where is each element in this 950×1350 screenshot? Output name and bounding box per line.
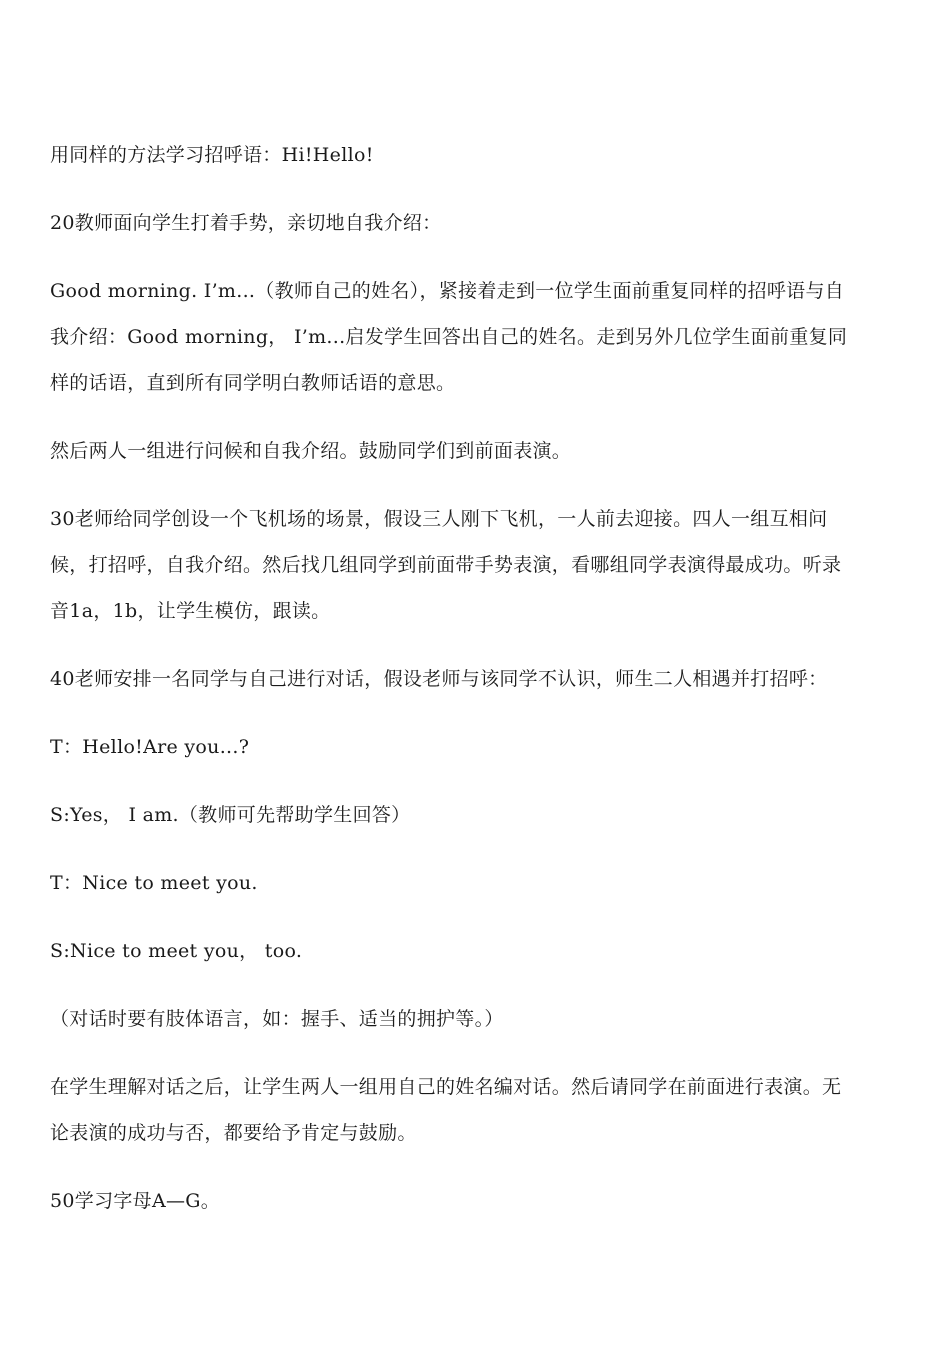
paragraph-step-2: 20教师面向学生打着手势，亲切地自我介绍： (50, 212, 442, 234)
dialogue-line-teacher-1: T：Hello!Are you...? (50, 736, 250, 758)
dialogue-line-teacher-2: T：Nice to meet you. (50, 872, 258, 894)
paragraph-body-language-note: （对话时要有肢体语言，如：握手、适当的拥护等。） (50, 1008, 504, 1030)
paragraph-pair-work: 然后两人一组进行问候和自我介绍。鼓励同学们到前面表演。 (50, 440, 572, 462)
paragraph-step-4-dialogue: 40老师安排一名同学与自己进行对话，假设老师与该同学不认识，师生二人相遇并打招呼： (50, 668, 828, 690)
paragraph-step-3-airport: 30老师给同学创设一个飞机场的场景，假设三人刚下飞机，一人前去迎接。四人一组互相问候，打招呼，自我介绍。然后找几组同学到前面带手势表演，看哪组同学表演得最成功。听录音1a，1b，让学生模仿，跟读。 (50, 508, 842, 622)
paragraph-greeting-method: 用同样的方法学习招呼语：Hi!Hello! (50, 144, 374, 166)
document-body (50, 132, 850, 1246)
paragraph-good-morning: Good morning. I’m...（教师自己的姓名），紧接着走到一位学生面前重复同样的招呼语与自我介绍：Good morning， I’m...启发学生回答出自己的姓名。走到另外几位学生面前重复同样的话语，直到所有同学明白教师话语的意思。 (50, 280, 848, 394)
dialogue-line-student-2: S:Nice to meet you， too. (50, 940, 303, 962)
paragraph-pair-dialogue: 在学生理解对话之后，让学生两人一组用自己的姓名编对话。然后请同学在前面进行表演。无论表演的成功与否，都要给予肯定与鼓励。 (50, 1076, 842, 1144)
dialogue-line-student-1: S:Yes， I am.（教师可先帮助学生回答） (50, 804, 411, 826)
paragraph-step-5-letters: 50学习字母A—G。 (50, 1190, 221, 1212)
